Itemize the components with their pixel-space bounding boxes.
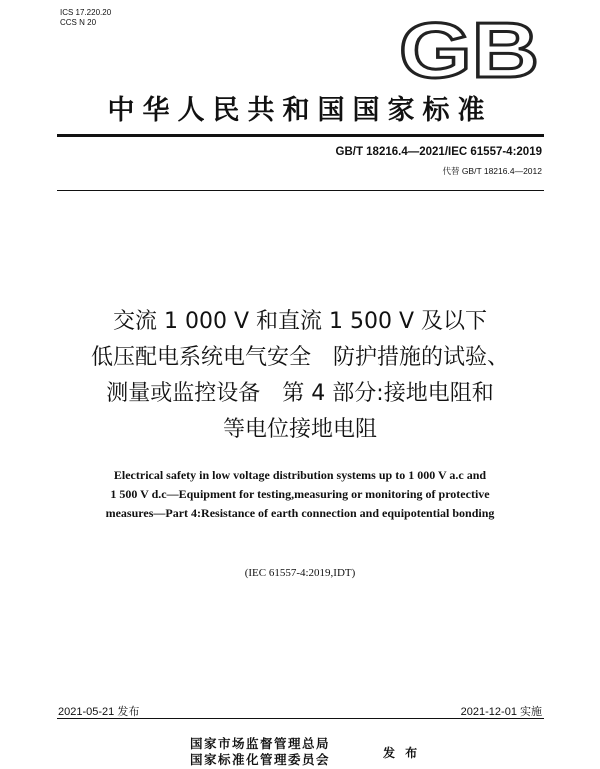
english-title-line: Electrical safety in low voltage distribution systems up to 1 000 V a.c and — [113, 468, 487, 482]
chinese-title-line: 测量或监控设备 第 4 部分:接地电阻和 — [106, 381, 494, 406]
chinese-title-line: 等电位接地电阻 — [222, 417, 377, 442]
issue-date: 2021-05-21 发布 — [58, 706, 140, 718]
replaces-standard: 代替 GB/T 18216.4—2012 — [442, 166, 542, 176]
english-title — [0, 466, 600, 523]
chinese-title-line: 交流 1 000 V 和直流 1 500 V 及以下 — [112, 309, 488, 334]
standard-category-title: 中华人民共和国国家标准 — [107, 95, 493, 126]
standard-number: GB/T 18216.4—2021/IEC 61557-4:2019 — [335, 146, 542, 158]
header-divider — [57, 190, 544, 191]
issuer-samr: 国家市场监督管理总局 — [190, 736, 331, 751]
top-divider — [57, 134, 544, 137]
bottom-divider — [57, 718, 544, 719]
svg-text:GB: GB — [399, 14, 539, 84]
iec-reference: (IEC 61557-4:2019,IDT) — [244, 567, 356, 579]
issue-action: 发 布 — [383, 746, 421, 760]
english-title-line: 1 500 V d.c—Equipment for testing,measuring or monitoring of protective — [110, 487, 490, 501]
chinese-title — [0, 304, 600, 448]
issuer-sac: 国家标准化管理委员会 — [190, 752, 331, 767]
english-title-line: measures—Part 4:Resistance of earth connection and equipotential bonding — [105, 506, 495, 520]
classification-codes — [60, 8, 111, 28]
ics-code: ICS 17.220.20 — [60, 8, 112, 17]
ccs-code: CCS N 20 — [60, 18, 97, 27]
implementation-date: 2021-12-01 实施 — [460, 706, 542, 718]
issuing-authorities — [190, 736, 330, 768]
gb-logo — [394, 14, 544, 84]
chinese-title-line: 低压配电系统电气安全 防护措施的试验、 — [90, 345, 509, 370]
